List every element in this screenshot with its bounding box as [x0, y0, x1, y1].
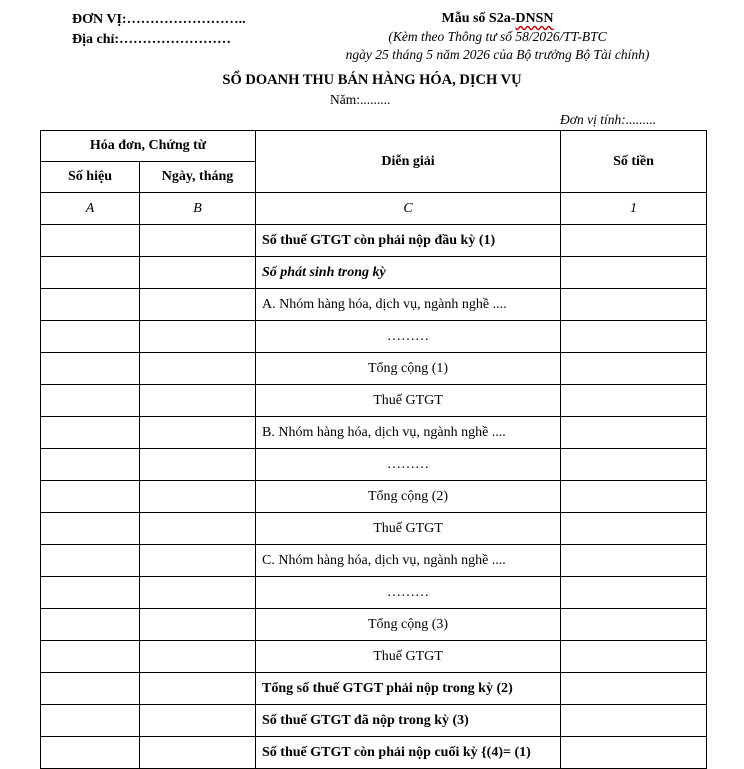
amount-header: Số tiền — [561, 131, 707, 193]
cell-description: Tổng cộng (2) — [256, 481, 561, 513]
cell-number — [41, 481, 140, 513]
cell-number — [41, 545, 140, 577]
cell-number — [41, 641, 140, 673]
circular-reference: (Kèm theo Thông tư số 58/2026/TT-BTC — [388, 29, 607, 44]
cell-amount — [561, 641, 707, 673]
index-a: A — [41, 193, 140, 225]
number-header: Số hiệu — [41, 162, 140, 193]
cell-number — [41, 417, 140, 449]
cell-amount — [561, 737, 707, 769]
index-c: C — [256, 193, 561, 225]
table-row — [41, 673, 707, 705]
table-row — [41, 513, 707, 545]
cell-amount — [561, 673, 707, 705]
cell-description: ……… — [256, 577, 561, 609]
table-row — [41, 609, 707, 641]
cell-date — [140, 257, 256, 289]
index-row — [41, 193, 707, 225]
address-label: Địa chỉ:…………………… — [72, 32, 232, 47]
cell-number — [41, 321, 140, 353]
cell-date — [140, 705, 256, 737]
cell-description: A. Nhóm hàng hóa, dịch vụ, ngành nghề .... — [256, 289, 561, 321]
cell-amount — [561, 225, 707, 257]
cell-date — [140, 737, 256, 769]
cell-number — [41, 513, 140, 545]
cell-amount — [561, 289, 707, 321]
description-header: Diễn giải — [256, 131, 561, 193]
cell-amount — [561, 609, 707, 641]
table-row — [41, 641, 707, 673]
table-row — [41, 225, 707, 257]
cell-description: Tổng số thuế GTGT phải nộp trong kỳ (2) — [256, 673, 561, 705]
table-row — [41, 353, 707, 385]
form-code: DNSN — [515, 11, 554, 26]
cell-description: ……… — [256, 321, 561, 353]
table-row — [41, 449, 707, 481]
cell-date — [140, 321, 256, 353]
index-1: 1 — [561, 193, 707, 225]
cell-date — [140, 641, 256, 673]
table-row — [41, 257, 707, 289]
cell-number — [41, 705, 140, 737]
table-row — [41, 545, 707, 577]
table-row — [41, 577, 707, 609]
table-row — [41, 417, 707, 449]
cell-number — [41, 609, 140, 641]
header-row — [41, 131, 707, 162]
cell-date — [140, 577, 256, 609]
cell-amount — [561, 705, 707, 737]
table-row — [41, 481, 707, 513]
table-row — [41, 289, 707, 321]
cell-date — [140, 353, 256, 385]
cell-number — [41, 225, 140, 257]
cell-date — [140, 385, 256, 417]
circular-date: ngày 25 tháng 5 năm 2026 của Bộ trưởng Bộ Tài chính) — [345, 47, 650, 62]
cell-amount — [561, 353, 707, 385]
cell-number — [41, 385, 140, 417]
cell-amount — [561, 513, 707, 545]
cell-amount — [561, 257, 707, 289]
cell-date — [140, 481, 256, 513]
cell-date — [140, 609, 256, 641]
cell-amount — [561, 577, 707, 609]
form-prefix: Mẫu số S2a- — [441, 11, 516, 26]
cell-amount — [561, 545, 707, 577]
date-header: Ngày, tháng — [140, 162, 256, 193]
cell-description: Số thuế GTGT còn phải nộp đầu kỳ (1) — [256, 225, 561, 257]
cell-date — [140, 513, 256, 545]
cell-description: Số phát sinh trong kỳ — [256, 257, 561, 289]
cell-date — [140, 225, 256, 257]
header-right — [320, 10, 675, 64]
cell-amount — [561, 449, 707, 481]
year-field: Năm:......... — [330, 92, 391, 107]
cell-description: Tổng cộng (1) — [256, 353, 561, 385]
cell-number — [41, 577, 140, 609]
cell-description: C. Nhóm hàng hóa, dịch vụ, ngành nghề .... — [256, 545, 561, 577]
invoice-group-header: Hóa đơn, Chứng từ — [41, 131, 256, 162]
cell-date — [140, 545, 256, 577]
cell-number — [41, 353, 140, 385]
header-left — [72, 10, 246, 50]
cell-number — [41, 257, 140, 289]
table-row — [41, 321, 707, 353]
cell-date — [140, 417, 256, 449]
cell-description: Thuế GTGT — [256, 641, 561, 673]
cell-number — [41, 289, 140, 321]
cell-date — [140, 673, 256, 705]
cell-description: Số thuế GTGT đã nộp trong kỳ (3) — [256, 705, 561, 737]
page-title: SỔ DOANH THU BÁN HÀNG HÓA, DỊCH VỤ — [222, 72, 522, 88]
cell-amount — [561, 417, 707, 449]
cell-description: ……… — [256, 449, 561, 481]
index-b: B — [140, 193, 256, 225]
revenue-ledger-table — [40, 130, 707, 769]
cell-number — [41, 737, 140, 769]
unit-label: ĐƠN VỊ:…………………….. — [72, 12, 246, 27]
currency-unit: Đơn vị tính:......... — [560, 112, 657, 127]
table-row — [41, 385, 707, 417]
cell-number — [41, 673, 140, 705]
cell-amount — [561, 321, 707, 353]
table-row — [41, 705, 707, 737]
cell-description: Số thuế GTGT còn phải nộp cuối kỳ {(4)= (1) — [256, 737, 561, 769]
cell-description: B. Nhóm hàng hóa, dịch vụ, ngành nghề .... — [256, 417, 561, 449]
cell-description: Thuế GTGT — [256, 513, 561, 545]
cell-date — [140, 449, 256, 481]
cell-description: Tổng cộng (3) — [256, 609, 561, 641]
cell-date — [140, 289, 256, 321]
form-number — [320, 10, 675, 28]
cell-number — [41, 449, 140, 481]
cell-description: Thuế GTGT — [256, 385, 561, 417]
table-row — [41, 737, 707, 769]
cell-amount — [561, 481, 707, 513]
cell-amount — [561, 385, 707, 417]
